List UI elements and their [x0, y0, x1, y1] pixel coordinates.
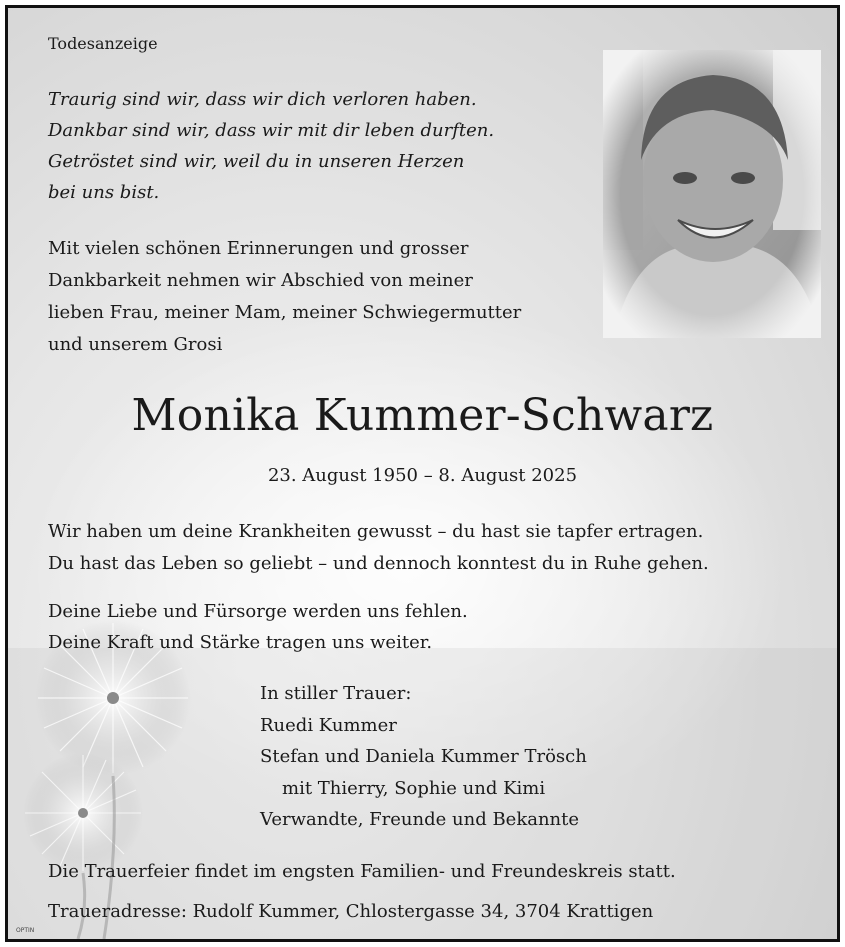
intro-line: Mit vielen schönen Erinnerungen und grosser	[48, 238, 469, 259]
intro-line: lieben Frau, meiner Mam, meiner Schwiegermutter	[48, 302, 522, 323]
life-dates: 23. August 1950 – 8. August 2025	[267, 465, 578, 486]
remembrance-line: Wir haben um deine Krankheiten gewusst – du hast sie tapfer ertragen.	[48, 521, 704, 542]
portrait-photo	[603, 50, 821, 338]
notice-label: Todesanzeige	[48, 34, 158, 53]
deceased-name: Monika Kummer-Schwarz	[131, 390, 714, 441]
mourner: mit Thierry, Sophie und Kimi	[282, 777, 546, 799]
mourners-list	[260, 678, 587, 836]
farewell-line: Deine Liebe und Fürsorge werden uns fehlen.	[48, 601, 468, 622]
poem	[48, 84, 494, 208]
mourners-heading: In stiller Trauer:	[260, 683, 412, 704]
intro-line: und unserem Grosi	[48, 334, 223, 355]
obituary-notice	[5, 5, 840, 942]
mourner: Verwandte, Freunde und Bekannte	[260, 809, 580, 830]
remembrance-text	[48, 516, 709, 580]
remembrance-line: Du hast das Leben so geliebt – und dennoch konntest du in Ruhe gehen.	[48, 553, 709, 574]
ceremony-info: Die Trauerfeier findet im engsten Familien- und Freundeskreis statt.	[48, 861, 676, 882]
poem-line: bei uns bist.	[48, 182, 160, 203]
farewell-line: Deine Kraft und Stärke tragen uns weiter.	[48, 632, 433, 653]
publisher-mark: OPTIN	[16, 927, 35, 934]
mourner: Ruedi Kummer	[260, 714, 397, 736]
poem-line: Getröstet sind wir, weil du in unseren Herzen	[48, 151, 465, 172]
poem-line: Dankbar sind wir, dass wir mit dir leben durften.	[48, 120, 495, 141]
mourner: Stefan und Daniela Kummer Trösch	[260, 746, 587, 767]
intro-line: Dankbarkeit nehmen wir Abschied von meiner	[48, 270, 473, 291]
farewell-text	[48, 596, 468, 658]
intro-paragraph	[48, 233, 521, 361]
mourning-address: Traueradresse: Rudolf Kummer, Chlostergasse 34, 3704 Krattigen	[48, 901, 654, 922]
poem-line: Traurig sind wir, dass wir dich verloren haben.	[48, 89, 477, 110]
dandelion-2	[23, 753, 143, 873]
